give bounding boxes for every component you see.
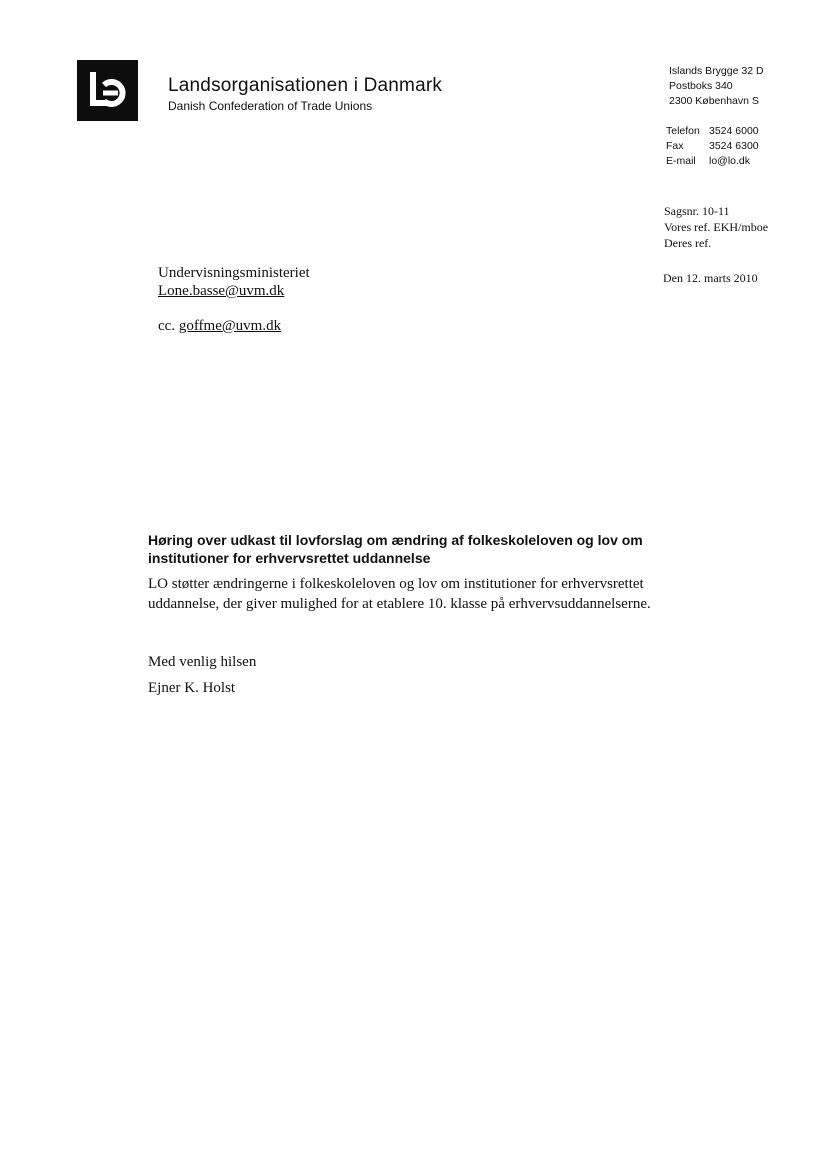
address-line: Islands Brygge 32 D <box>669 65 764 77</box>
letter-date: Den 12. marts 2010 <box>663 271 758 285</box>
cc-email-link[interactable]: goffme@uvm.dk <box>178 318 282 334</box>
recipient-email-link[interactable]: Lone.basse@uvm.dk <box>158 283 285 299</box>
phone-value: 3524 6000 <box>709 125 759 137</box>
email-value: lo@lo.dk <box>709 155 751 167</box>
address-line: 2300 København S <box>669 95 759 107</box>
lo-logo-icon <box>77 60 138 121</box>
letter-body: LO støtter ændringerne i folkeskoleloven og lov om institutioner for erhvervsrettet uddannelse, der giver mulighed for at etablere 10. klasse på erhvervsuddannelserne. <box>148 576 651 612</box>
organization-subtitle: Danish Confederation of Trade Unions <box>168 99 373 113</box>
email-label: E-mail <box>666 155 696 167</box>
case-number: Sagsnr. 10-11 <box>664 204 730 218</box>
signature: Ejner K. Holst <box>148 680 236 696</box>
fax-label: Fax <box>666 140 684 152</box>
phone-row <box>666 124 759 139</box>
address-block <box>669 64 764 109</box>
lo-logo <box>77 60 138 121</box>
address-line: Postboks 340 <box>669 80 733 92</box>
email-row <box>666 154 759 169</box>
cc-line <box>158 318 281 335</box>
letter-subject: Høring over udkast til lovforslag om ændring af folkeskoleloven og lov om institutioner for erhvervsrettet uddannelse <box>148 532 643 566</box>
reference-block <box>664 203 768 251</box>
phone-label: Telefon <box>666 125 700 137</box>
recipient-name: Undervisningsministeriet <box>158 265 310 281</box>
your-reference: Deres ref. <box>664 236 712 250</box>
our-reference: Vores ref. EKH/mboe <box>664 220 769 234</box>
closing-block <box>148 649 256 701</box>
cc-label: cc. <box>158 318 176 334</box>
contact-block <box>666 124 759 169</box>
recipient-block <box>158 264 310 300</box>
fax-row <box>666 139 759 154</box>
greeting: Med venlig hilsen <box>148 654 257 670</box>
organization-name: Landsorganisationen i Danmark <box>168 75 443 96</box>
fax-value: 3524 6300 <box>709 140 759 152</box>
